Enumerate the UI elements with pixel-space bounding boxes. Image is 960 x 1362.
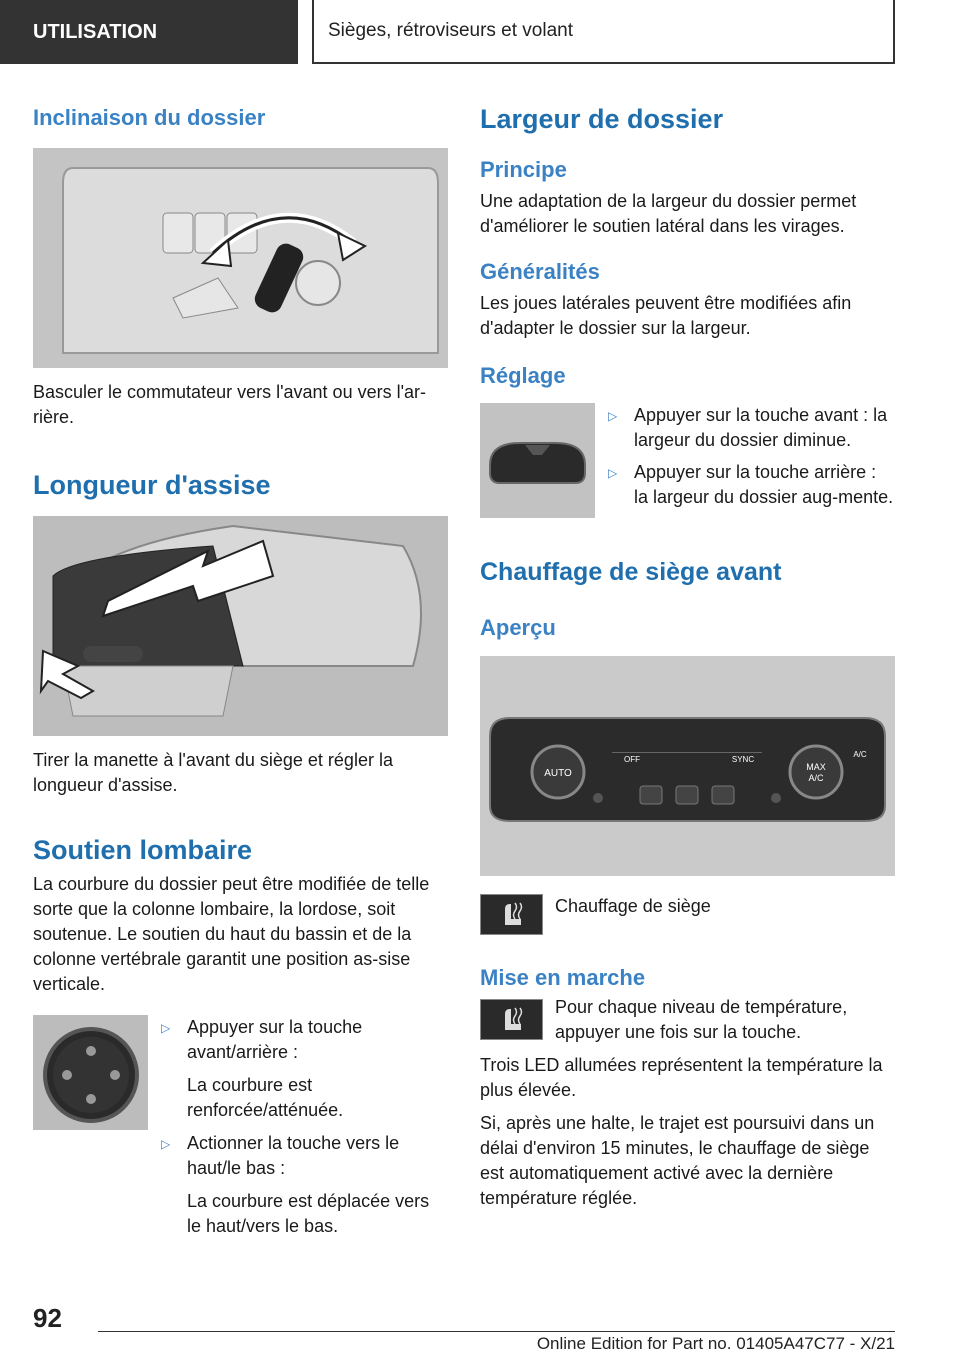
seat-length-image — [33, 516, 448, 736]
width-adjust-block — [480, 403, 895, 518]
bullet-text: Appuyer sur la touche arrière : la largeur du dossier aug-mente. — [634, 462, 894, 507]
footer-divider — [98, 1331, 895, 1332]
bullet-subtext: La courbure est déplacée vers le haut/vers le bas. — [187, 1191, 430, 1236]
principle-text: Une adaptation de la largeur du dossier permet d'améliorer le soutien latéral dans les virages. — [480, 191, 857, 236]
width-bullet — [608, 460, 895, 510]
width-bullets — [608, 403, 895, 518]
switch-on-text: Pour chaque niveau de température, appuyer une fois sur la touche. — [555, 997, 848, 1042]
recline-switch-image — [33, 148, 448, 368]
lumbar-bullet — [161, 1131, 448, 1239]
heating-paragraph-2: Si, après une halte, le trajet est poursuivi dans un délai d'environ 15 minutes, le chauffage de siège est automatiquement activé avec la dernière température réglée. — [480, 1113, 875, 1208]
heating-title: Chauffage de siège avant — [480, 558, 782, 586]
width-title: Largeur de dossier — [480, 104, 724, 134]
panel-off-label: OFF — [624, 755, 640, 764]
triangle-bullet-icon: ▷ — [608, 466, 618, 480]
section-title: UTILISATION — [33, 20, 158, 43]
panel-ac-label: A/C — [853, 750, 867, 759]
switch-on-row — [480, 995, 895, 1045]
climate-panel-image — [480, 656, 895, 876]
svg-text:A/C: A/C — [808, 773, 824, 783]
overview-title: Aperçu — [480, 615, 556, 640]
width-button-image — [480, 403, 595, 518]
seat-heating-button-icon — [480, 999, 543, 1040]
lumbar-adjust-block — [33, 1015, 448, 1239]
bullet-subtext: La courbure est renforcée/atténuée. — [187, 1075, 344, 1120]
left-column — [33, 100, 448, 1239]
triangle-bullet-icon: ▷ — [161, 1021, 171, 1035]
bullet-text: Actionner la touche vers le haut/le bas : — [187, 1133, 400, 1178]
seat-heating-button-icon — [480, 894, 543, 935]
page-number: 92 — [33, 1303, 62, 1333]
lumbar-title: Soutien lombaire — [33, 835, 253, 865]
triangle-bullet-icon: ▷ — [161, 1137, 171, 1151]
triangle-bullet-icon: ▷ — [608, 409, 618, 423]
svg-text:MAX: MAX — [806, 762, 826, 772]
chapter-title: Sièges, rétroviseurs et volant — [328, 20, 574, 41]
right-column — [480, 100, 895, 1211]
panel-auto-label: AUTO — [544, 768, 572, 779]
edition-text: Online Edition for Part no. 01405A47C77 - X/21 — [536, 1334, 895, 1353]
general-text: Les joues latérales peuvent être modifiées afin d'adapter le dossier sur la largeur. — [480, 293, 852, 338]
general-title: Généralités — [480, 259, 600, 284]
principle-title: Principe — [480, 157, 567, 182]
lumbar-bullet — [161, 1015, 448, 1123]
width-bullet — [608, 403, 895, 453]
bullet-text: Appuyer sur la touche avant : la largeur du dossier diminue. — [634, 405, 888, 450]
recline-caption: Basculer le commutateur vers l'avant ou vers l'ar-rière. — [33, 382, 427, 427]
seat-heating-caption: Chauffage de siège — [555, 896, 711, 916]
recline-title: Inclinaison du dossier — [33, 105, 266, 130]
chapter-tab — [312, 0, 895, 64]
length-title: Longueur d'assise — [33, 470, 271, 500]
lumbar-bullets — [161, 1015, 448, 1239]
heating-paragraph-1: Trois LED allumées représentent la température la plus élevée. — [480, 1055, 883, 1100]
length-caption: Tirer la manette à l'avant du siège et régler la longueur d'assise. — [33, 750, 393, 795]
panel-sync-label: SYNC — [731, 755, 755, 764]
section-tab — [0, 0, 298, 64]
lumbar-button-image — [33, 1015, 148, 1130]
seat-heating-icon-row — [480, 894, 895, 935]
lumbar-body: La courbure du dossier peut être modifiée de telle sorte que la colonne lombaire, la lordose, soit soutenue. Le soutien du haut du bassin et de la colonne vertébrale garantit une position as-sise verticale. — [33, 874, 430, 994]
switch-on-title: Mise en marche — [480, 965, 646, 990]
bullet-text: Appuyer sur la touche avant/arrière : — [187, 1017, 363, 1062]
adjust-title: Réglage — [480, 363, 566, 388]
